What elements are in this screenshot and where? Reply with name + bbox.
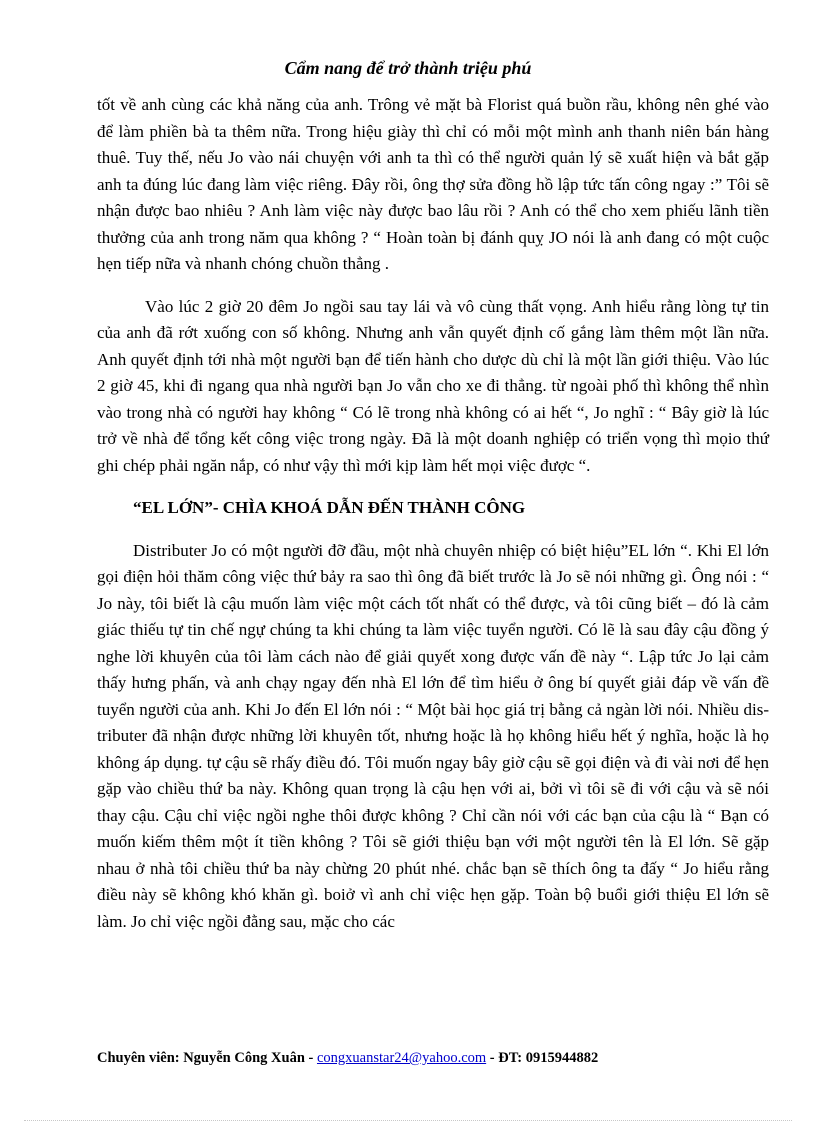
paragraph-spacer: [97, 278, 769, 294]
page-edge-divider: [24, 1120, 792, 1121]
paragraph-1: tốt về anh cùng các khả năng của anh. Trông vẻ mặt bà Florist quá buồn rầu, không nên ghé vào để làm phiền bà ta thêm nữa. Trong hiệu giày thì chỉ có mỗi một mình anh thanh niên bán hàng thuê. Tuy thế, nếu Jo vào nái chuyện với anh ta thì có thể người quản lý sẽ xuất hiện và bắt gặp anh ta đúng lúc đang làm việc riêng. Đây rồi, ông thợ sửa đồng hồ lập tức tấn công ngay :” Tôi sẽ nhận được bao nhiêu ? Anh làm việc này được bao lâu rồi ? Anh có thể cho xem phiếu lãnh tiền thưởng của anh trong năm qua không ? “ Hoàn toàn bị đánh quỵ JO nói là anh đang có một cuộc hẹn tiếp nữa và nhanh chóng chuồn thẳng .: [97, 95, 769, 273]
page-header-title: Cẩm nang để trở thành triệu phú: [284, 58, 532, 78]
footer-phone: - ĐT: 0915944882: [486, 1050, 599, 1066]
page-footer: [97, 1050, 598, 1067]
paragraph-spacer: [97, 479, 769, 495]
footer-email-link[interactable]: congxuanstar24@yahoo.com: [316, 1050, 487, 1066]
paragraph-2: Vào lúc 2 giờ 20 đêm Jo ngồi sau tay lái và vô cùng thất vọng. Anh hiểu rằng lòng tự tin của anh đã rớt xuống con số không. Nhưng anh vẫn quyết định cố gắng làm thêm một lần nữa. Anh quyết định tới nhà một người bạn để tiến hành cho dược dù chỉ là một lần giới thiệu. Vào lúc 2 giờ 45, khi đi ngang qua nhà người bạn Jo vẫn cho xe đi thẳng. từ ngoài phố thì không thể nhìn vào trong nhà có người hay không “ Có lẽ trong nhà không có ai hết “, Jo nghĩ : “ Bây giờ là lúc trở về nhà để tổng kết công việc trong ngày. Đã là một doanh nghiệp có triển vọng thì mọio thứ ghi chép phải ngăn nắp, có như vậy thì mới kịp làm hết mọi việc được “.: [97, 296, 769, 475]
section-heading: “EL LỚN”- CHÌA KHOÁ DẪN ĐẾN THÀNH CÔNG: [133, 498, 526, 517]
footer-author: Chuyên viên: Nguyễn Công Xuân -: [97, 1050, 317, 1066]
paragraph-spacer: [97, 522, 769, 538]
paragraph-3: Distributer Jo có một người đỡ đầu, một nhà chuyên nhiệp có biệt hiệu”EL lớn “. Khi El lớn gọi điện hỏi thăm công việc thứ bảy ra sao thì ông đã biết trước là Jo sẽ nói những gì. Ông nói : “ Jo này, tôi biết là cậu muốn làm việc một cách tốt nhất có thể được, và tôi cũng biết – đó là cảm giác thiếu tự tin chế ngự chúng ta khi chúng ta làm việc tuyển người. Có lẽ là sau đây cậu đồng ý nghe lời khuyên của tôi làm cách nào để giải quyết xong được vấn đề này “. Lập tức Jo lại cảm thấy hưng phấn, và anh chạy ngay đến nhà El lớn để tìm hiểu ở ông bí quyết giải đáp về vấn đề tuyển người của anh. Khi Jo đến El lớn nói : “ Một bài học giá trị bằng cả ngàn lời nói. Nhiều dis-tributer đã nhận được những lời khuyên tốt, nhưng hoặc là họ không hiểu hết ý nghĩa, hoặc là họ không áp dụng. tự cậu sẽ rhấy điều đó. Tôi muốn ngay bây giờ cậu sẽ gọi điện và đi vài nơi để hẹn gặp vào chiều thứ ba này. Không quan trọng là cậu hẹn với ai, bởi vì tôi sẽ đi với cậu và sẽ nói thay cậu. Cậu chỉ việc ngồi nghe thôi được không ? Chỉ cần nói với các bạn của cậu là “ Bạn có muốn kiếm thêm một ít tiền không ? Tôi sẽ giới thiệu bạn với một người tên là El lớn. Sẽ gặp nhau ở nhà tôi chiều thứ ba này chừng 20 phút nhé. chắc bạn sẽ thích ông ta đấy “ Jo hiểu rằng điều này sẽ không khó khăn gì. boiở vì anh chỉ việc hẹn gặp. Toàn bộ buổi giới thiệu El lớn sẽ làm. Jo chỉ việc ngồi đằng sau, mặc cho các: [97, 540, 769, 931]
document-body: [97, 92, 769, 935]
